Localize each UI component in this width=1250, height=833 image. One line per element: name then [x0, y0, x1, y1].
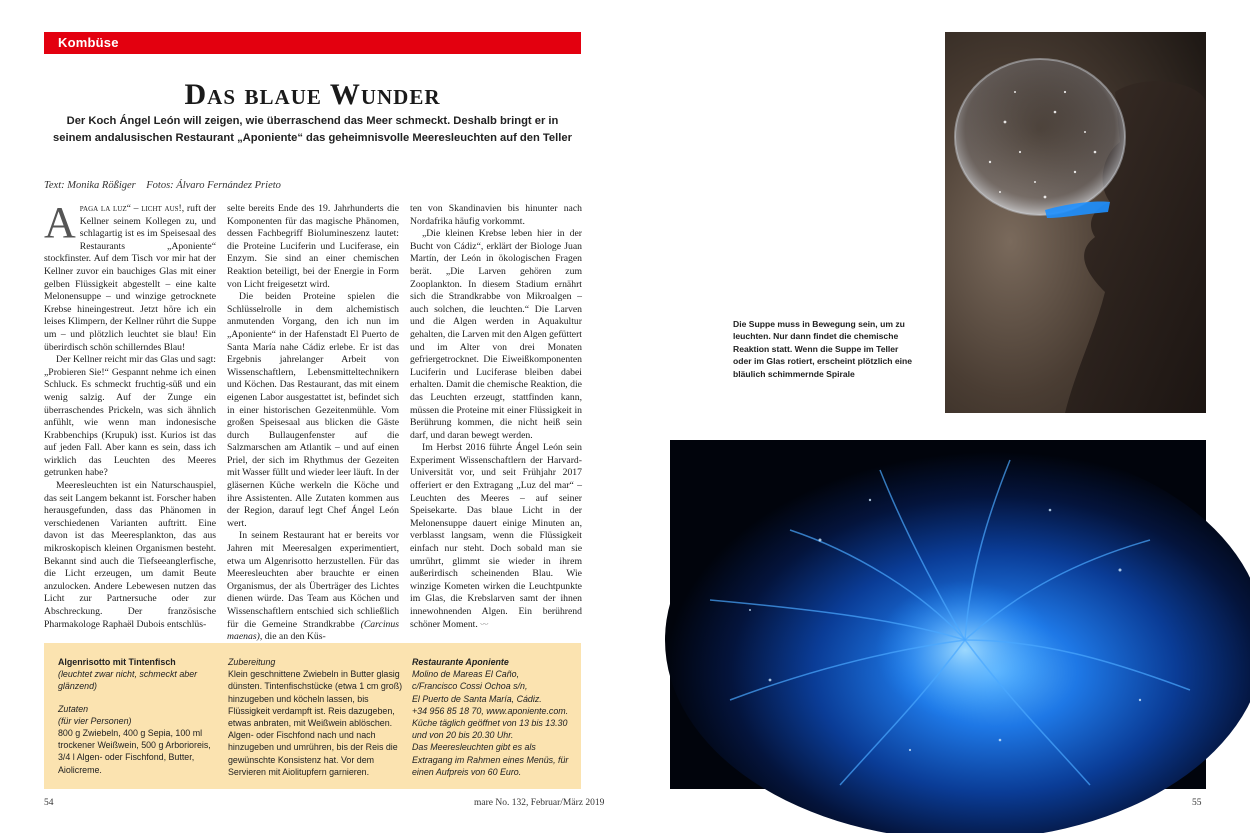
servings: (für vier Personen): [58, 715, 132, 726]
opening-hours: Küche täglich geöffnet von 13 bis 13.30 und von 20 bis 20.30 Uhr.: [412, 718, 568, 741]
address-line: El Puerto de Santa María, Cádiz.: [412, 693, 542, 704]
paragraph-text: , die an den Küs-: [259, 631, 326, 643]
standfirst: Der Koch Ángel León will zeigen, wie überraschend das Meer schmeckt. Deshalb bringt er in seinem andalusischen Restaurant „Aponiente“ das geheimnisvolle Meeresleuchten auf den Teller: [53, 115, 572, 144]
recipe-infobox: [44, 643, 581, 789]
page-number-left: 54: [44, 798, 54, 808]
species-name: (Carcinus maenas): [227, 618, 399, 643]
byline: Text: Monika Rößiger Fotos: Álvaro Fernández Prieto: [44, 180, 281, 191]
ingredients-list: 800 g Zwiebeln, 400 g Sepia, 100 ml trockener Weißwein, 500 g Arborioreis, 3/4 l Algen- oder Fischfond, Butter, Aiolicreme.: [58, 728, 211, 775]
section-label: Kombüse: [58, 35, 119, 50]
extra-course-note: Das Meeresleuchten gibt es als Extragang im Rahmen eines Menüs, für einen Aufpreis von 60 Euro.: [412, 742, 569, 777]
preparation-column: [228, 656, 404, 778]
recipe-column: [58, 656, 216, 776]
contact-line: +34 956 85 18 70, www.aponiente.com.: [412, 705, 569, 716]
paragraph-text: In seinem Restaurant hat er bereits vor Jahren mit Meeresalgen experimentiert, etwa um Algenrisotto herzustellen. Für das Meeresleuchten aber brauchte er einen Organismus, der als Überträger des Lichtes dienen würde. Das Team aus Köchen und Wissenschaftlern entschied sich schließlich für die Gemeine Strandkrabbe: [227, 530, 399, 630]
paragraph: ten von Skandinavien bis hinunter nach Nordafrika häufig vorkommt.: [410, 203, 582, 227]
paragraph: [227, 530, 399, 643]
end-mark-icon: 〰: [480, 619, 489, 629]
ingredients-label: Zutaten: [58, 703, 89, 714]
section-header-bar: [44, 32, 581, 54]
address-line: Molino de Mareas El Caño,: [412, 669, 520, 680]
photo-glowing-soup: [670, 440, 1206, 789]
paragraph: Meeresleuchten ist ein Naturschauspiel, das seit Langem bekannt ist. Forscher haben herausgefunden, dass das Phänomen in verschiedenen Varianten auftritt. Eine davon ist das Meeresplankton, das aus mikroskopisch kleinen Organismen besteht. Bekannt sind auch die Tiefseeanglerfische, die Licht erzeugen, um damit Beute anzulocken. Andere Lebewesen nutzen das Licht zur Partnersuche oder zur Abschreckung. Der französische Pharmakologe Raphaël Dubois entschlüs-: [44, 480, 216, 630]
photo-caption: Die Suppe muss in Bewegung sein, um zu leuchten. Nur dann findet die chemische Reaktion statt. Wenn die Suppe im Teller oder im Glas rotiert, erscheint plötzlich eine bläulich schimmernde Spirale: [733, 319, 913, 379]
paragraph: [410, 442, 582, 631]
restaurant-column: [412, 656, 574, 778]
article-column-1: [44, 198, 217, 631]
paragraph: „Die kleinen Krebse leben hier in der Bucht von Cádiz“, erklärt der Biologe Juan Martín, der León in ökologischen Fragen berät. „Die Larven gehören zum Zooplankton. In diesem Stadium ernährt sich die Strandkrabbe von Mikroalgen – auch solchen, die leuchten.“ Die Larven und die Algen werden in Aquakultur gehalten, die Larven mit den Algen gefüttert und im Alter von drei Monaten gefriergetrocknet. Die Eiweißkomponenten Luciferin und Luciferase bleiben dabei erhalten. Damit die chemische Reaktion, die das Leuchten erzeugt, stattfinden kann, müssen die Proteine mit einer Flüssigkeit in Berührung kommen, die nicht heiß sein darf, und daran bewegt werden.: [410, 228, 582, 441]
paragraph: [44, 198, 217, 354]
article-column-2: [227, 203, 400, 643]
recipe-note: (leuchtet zwar nicht, schmeckt aber glänzend): [58, 669, 198, 692]
paragraph: selte bereits Ende des 19. Jahrhunderts die Komponenten für das magische Phänomen, dessen Fachbegriff Biolumineszenz lautet: die Proteine Luciferin und Luciferase, ein Enzym. Sie sind an einer chemischen Reaktion beteiligt, bei der Energie in Form von Licht freigesetzt wird.: [227, 203, 399, 290]
preparation-text: Klein geschnittene Zwiebeln in Butter glasig dünsten. Tintenfischstücke (etwa 1 cm groß) hinzugeben und köcheln lassen, bis Flüssigkeit verdampft ist. Reis dazugeben, etwas anbraten, mit Weißwein ablöschen. Algen- oder Fischfond nach und nach hinzugeben und umrühren, bis der Reis die gewünschte Konsistenz hat. Vor dem Servieren mit Aiolitupfern garnieren.: [228, 669, 403, 777]
page-number-right: 55: [1192, 798, 1202, 808]
article-column-3: [410, 203, 582, 631]
photo-glowing-soup-image: [670, 440, 1206, 789]
opening-caps: paga la luz“ – licht aus!,: [79, 203, 185, 214]
drop-cap: A: [44, 198, 76, 247]
paragraph: Die beiden Proteine spielen die Schlüsselrolle in dem alchemistisch anmutenden Vorgang, den ich nun im „Aponiente“ in der Hafenstadt El Puerto de Santa María nahe Cádiz erlebe. Er ist das Ergebnis jahrelanger Arbeit von Wissenschaftlern, Lebensmitteltechnikern und Köchen. Das Restaurant, das mit einem eigenen Labor ausgestattet ist, befindet sich in einer historischen Gezeitenmühle. Vom großen Speisesaal aus blicken die Gäste durch Bullaugenfenster auf die Salzmarschen am Atlantik – und auf einen Priel, der sich im Rhythmus der Gezeiten mit Wasser füllt und wieder leer läuft. In der gläsernen Küche werkeln die Köche und ihre Assistenten. Alle Zutaten kommen aus der Region, darauf legt Chef Ángel León wert.: [227, 291, 400, 529]
photo-person-drinking: [945, 32, 1206, 413]
paragraph: Der Kellner reicht mir das Glas und sagt: „Probieren Sie!“ Gespannt nehme ich einen Schluck. Es schmeckt fruchtig-süß und ein wenig salzig. Auf der Zunge ein überraschendes Prickeln, was sich ähnlich anfühlt, wie wenn man indonesische Krabbenchips (Krupuk) isst. Kurios ist das auf jeden Fall. Aber kann es sein, dass ich wirklich das Leuchten des Meeres getrunken habe?: [44, 354, 216, 479]
photo-person-drinking-image: [945, 32, 1206, 413]
headline: Das blaue Wunder: [184, 78, 441, 111]
paragraph-text: ruft der Kellner seinem Kollegen zu, und schlagartig ist es im Speisesaal des Restaurants „Aponiente“ stockfinster. Auf dem Tisch vor mir hat der Kellner zuvor ein bauchiges Glas mit einer gelben Flüssigkeit abgestellt – eine kalte Melonensuppe – und winzige getrocknete Krebse hineingestreut. Jetzt höre ich ein leises Klimpern, der Kellner rührt die Suppe um – und plötzlich leuchtet sie blau! Ein überirdisch schön schillerndes Blau!: [44, 203, 217, 353]
paragraph-text: Im Herbst 2016 führte Ángel León sein Experiment Wissenschaftlern der Harvard-Universität vor, und seit Frühjahr 2017 offeriert er den Extragang „Luz del mar“ – Leuchten des Meeres – auf seiner Speisekarte. Das blaue Licht in der Melonensuppe dauert einige Minuten an, verblasst langsam, wenn die Flüssigkeit einfach nur steht. Doch sobald man sie umrührt, glimmt sie wieder in ihrem außerirdisch scheinenden Blau. Wie winzige Kometen wirken die Leuchtpunkte im Glas, die Krebslarven samt der ihnen innewohnenden Algen. Ein berührend schöner Moment.: [410, 442, 582, 630]
recipe-title: Algenrisotto mit Tintenfisch: [58, 657, 176, 667]
restaurant-title: Restaurante Aponiente: [412, 657, 509, 667]
preparation-label: Zubereitung: [228, 657, 276, 667]
magazine-issue: mare No. 132, Februar/März 2019: [474, 798, 605, 808]
address-line: c/Francisco Cossi Ochoa s/n,: [412, 681, 528, 692]
